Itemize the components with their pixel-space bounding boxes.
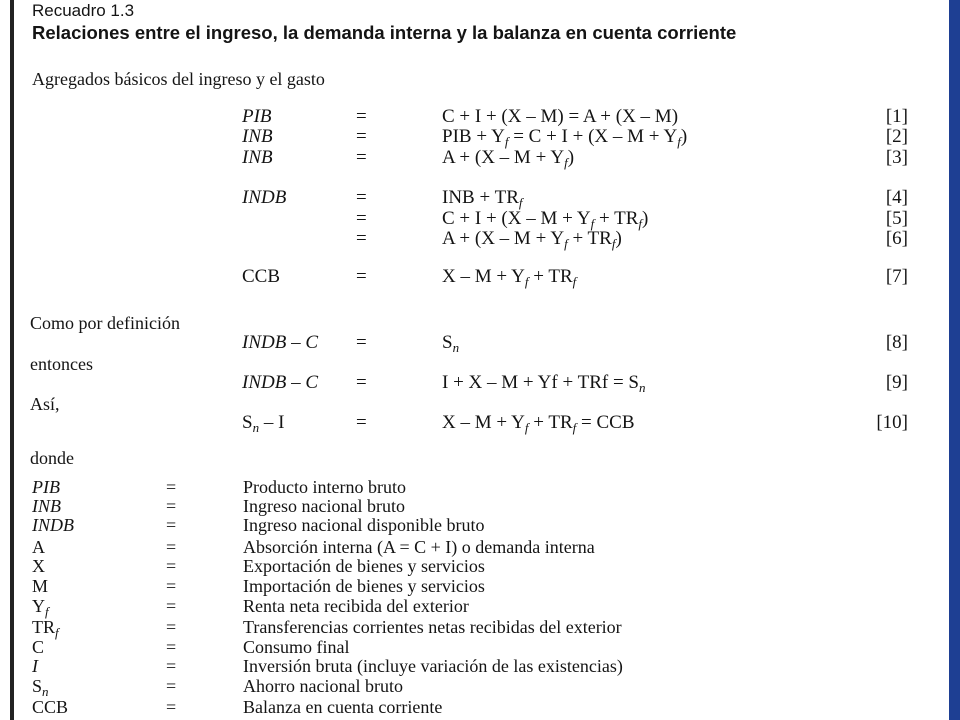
rhs-part: S — [442, 332, 453, 353]
subscript: f — [524, 420, 529, 435]
definition-text: Balanza en cuenta corriente — [243, 697, 443, 717]
equals-sign: = — [356, 332, 367, 353]
equation-lhs: INDB – C — [242, 372, 318, 393]
symbol-base: Y — [32, 596, 45, 616]
subscript: f — [677, 134, 681, 149]
definition-row — [0, 515, 949, 535]
equals-sign: = — [166, 637, 177, 657]
definition-row — [0, 676, 949, 699]
rhs-part: X – M + Y — [442, 412, 525, 433]
symbol-base: TR — [32, 617, 56, 637]
definition-text: Transferencias corrientes netas recibidas del exterior — [243, 617, 622, 637]
subscript: n — [252, 420, 260, 435]
box-title: Relaciones entre el ingreso, la demanda interna y la balanza en cuenta corriente — [32, 22, 737, 43]
rhs-part: + TR — [528, 266, 573, 287]
rhs-part: ) — [567, 147, 575, 168]
rhs-part: A + (X – M + Y — [442, 147, 565, 168]
subscript: f — [638, 216, 643, 231]
definition-text: Producto interno bruto — [243, 477, 406, 497]
equals-sign: = — [356, 126, 367, 147]
equation-lhs: INB — [242, 126, 273, 147]
equals-sign: = — [166, 676, 177, 696]
equation-row — [0, 266, 949, 288]
rhs-part: + TR — [594, 208, 639, 229]
definition-row — [0, 596, 949, 619]
definition-row — [0, 496, 949, 516]
subscript: f — [611, 236, 616, 251]
equals-sign: = — [356, 372, 367, 393]
subscript: f — [518, 195, 523, 210]
definition-symbol: CCB — [32, 697, 69, 717]
definition-symbol: C — [32, 637, 45, 657]
equals-sign: = — [166, 496, 177, 516]
definition-symbol: PIB — [32, 477, 60, 497]
equals-sign: = — [356, 187, 367, 208]
definition-symbol: M — [32, 576, 49, 596]
equation-lhs: INB — [242, 147, 273, 168]
equation-number: [2] — [885, 126, 908, 147]
rhs-part: I + X – M + Yf + TRf = S — [442, 372, 639, 393]
equals-sign: = — [356, 106, 367, 127]
definition-symbol: INB — [32, 496, 61, 516]
rhs-part: = C + I + (X – M + Y — [508, 126, 678, 147]
rhs-part: PIB + Y — [442, 126, 505, 147]
definition-text: Ingreso nacional disponible bruto — [243, 515, 485, 535]
rhs-part: INB + TR — [442, 187, 519, 208]
subscript: f — [572, 274, 577, 289]
subscript: f — [572, 420, 577, 435]
equals-sign: = — [356, 266, 367, 287]
rhs-part: A + (X – M + Y — [442, 228, 565, 249]
definition-row — [0, 656, 949, 676]
definition-row — [0, 537, 949, 557]
equation-lhs: INDB — [242, 187, 287, 208]
definition-symbol: I — [32, 656, 38, 676]
equals-sign: = — [166, 515, 177, 535]
equation-number: [3] — [885, 147, 908, 168]
definition-row — [0, 556, 949, 576]
equation-row — [0, 412, 949, 434]
equation-number: [7] — [885, 266, 908, 287]
subscript: f — [564, 236, 568, 251]
equals-sign: = — [166, 656, 177, 676]
lhs-part: S — [242, 412, 253, 433]
box-label: Recuadro 1.3 — [32, 1, 135, 20]
equals-sign: = — [166, 697, 177, 717]
prose-entonces: entonces — [30, 354, 93, 374]
equation-row — [0, 147, 949, 169]
subscript: f — [564, 155, 568, 170]
equals-sign: = — [356, 412, 367, 433]
rhs-part: + TR — [567, 228, 612, 249]
definition-text: Consumo final — [243, 637, 350, 657]
equation-row — [0, 228, 949, 250]
definition-text: Ahorro nacional bruto — [243, 676, 403, 696]
rhs-part: ) — [615, 228, 622, 249]
equation-lhs — [242, 412, 284, 439]
rhs-part: ) — [642, 208, 649, 229]
prose-asi: Así, — [30, 394, 60, 414]
equation-number: [5] — [885, 208, 908, 229]
definition-row — [0, 637, 949, 657]
prose-como-por-definicion: Como por definición — [30, 313, 180, 333]
equals-sign: = — [166, 537, 177, 557]
definition-text: Exportación de bienes y servicios — [243, 556, 485, 576]
equation-rhs — [442, 147, 574, 174]
equation-row — [0, 372, 949, 394]
definition-text: Importación de bienes y servicios — [243, 576, 485, 596]
equation-rhs — [442, 266, 576, 293]
symbol-base: S — [32, 676, 43, 696]
equals-sign: = — [356, 147, 367, 168]
definition-symbol: INDB — [32, 515, 74, 535]
definition-text: Renta neta recibida del exterior — [243, 596, 469, 616]
rhs-part: = CCB — [576, 412, 635, 433]
definition-symbol: A — [32, 537, 45, 557]
equation-lhs: INDB – C — [242, 332, 318, 353]
definition-row — [0, 697, 949, 717]
equation-number: [4] — [885, 187, 908, 208]
definition-text: Inversión bruta (incluye variación de las existencias) — [243, 656, 623, 676]
equation-row — [0, 187, 949, 209]
subscript: n — [452, 340, 460, 355]
equation-lhs: PIB — [242, 106, 272, 127]
equals-sign: = — [166, 477, 177, 497]
equation-number: [9] — [885, 372, 908, 393]
definition-symbol: X — [32, 556, 45, 576]
prose-donde: donde — [30, 448, 74, 468]
section-heading: Agregados básicos del ingreso y el gasto — [32, 69, 325, 89]
equation-number: [1] — [885, 106, 908, 127]
definition-text: Absorción interna (A = C + I) o demanda interna — [243, 537, 595, 557]
equation-row — [0, 332, 949, 354]
equation-number: [8] — [885, 332, 908, 353]
subscript: f — [524, 274, 529, 289]
equation-lhs: CCB — [242, 266, 281, 287]
equation-rhs — [442, 228, 622, 255]
lhs-part: – I — [259, 412, 285, 433]
subscript: f — [590, 216, 595, 231]
definition-row — [0, 477, 949, 497]
equation-row — [0, 126, 949, 148]
equation-rhs: C + I + (X – M) = A + (X – M) — [442, 106, 679, 127]
equation-row — [0, 208, 949, 230]
definition-text: Ingreso nacional bruto — [243, 496, 405, 516]
definition-row — [0, 576, 949, 596]
equation-rhs — [442, 372, 645, 399]
equals-sign: = — [166, 576, 177, 596]
equals-sign: = — [166, 556, 177, 576]
rhs-part: X – M + Y — [442, 266, 525, 287]
equals-sign: = — [166, 617, 177, 637]
equation-rhs — [442, 332, 459, 359]
equals-sign: = — [356, 208, 367, 229]
equation-rhs — [442, 412, 635, 439]
definition-row — [0, 617, 949, 640]
subscript: f — [504, 134, 509, 149]
subscript: f — [55, 625, 59, 640]
equation-number: [10] — [876, 412, 908, 433]
rhs-part: ) — [680, 126, 688, 147]
rhs-part: + TR — [528, 412, 573, 433]
equation-number: [6] — [885, 228, 908, 249]
subscript: f — [45, 604, 49, 619]
subscript: n — [42, 684, 49, 699]
rhs-part: C + I + (X – M + Y — [442, 208, 591, 229]
subscript: n — [638, 380, 646, 395]
equals-sign: = — [356, 228, 367, 249]
equation-row — [0, 106, 949, 128]
equals-sign: = — [166, 596, 177, 616]
